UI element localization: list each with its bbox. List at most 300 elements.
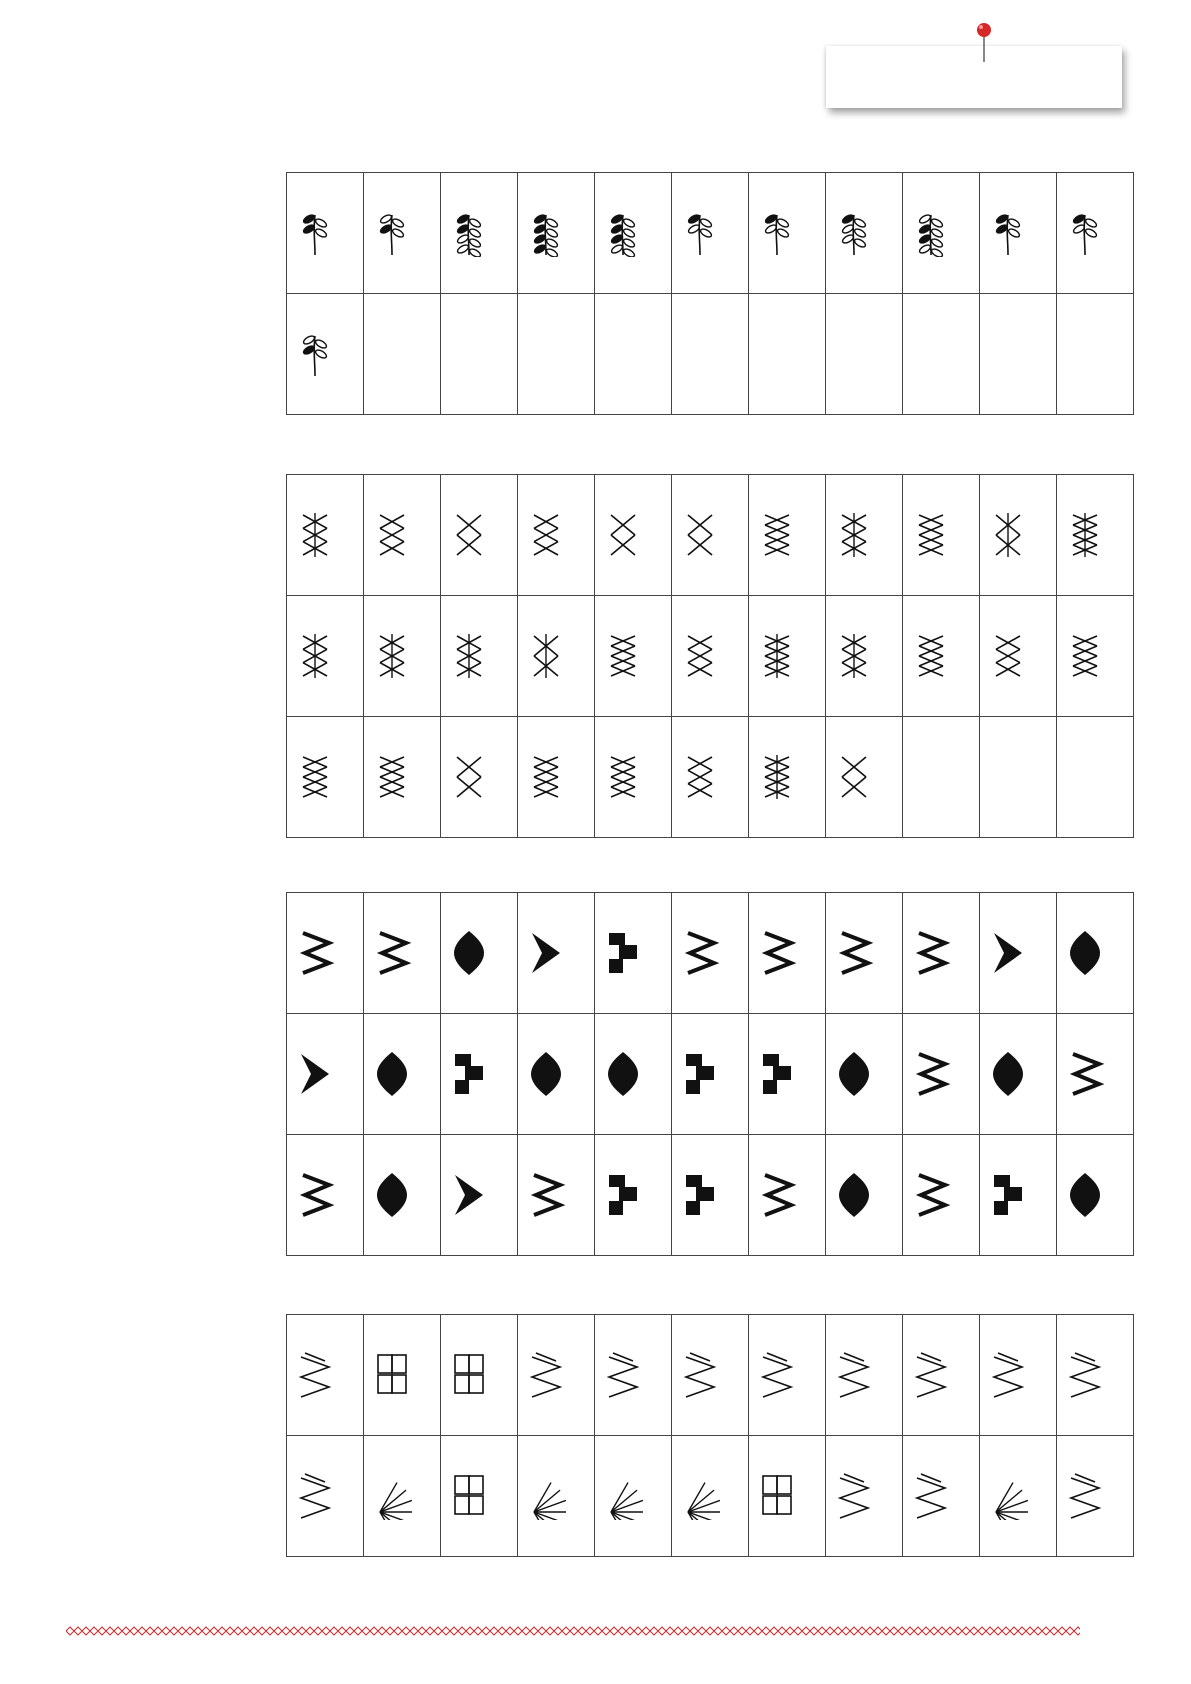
stitch-cell[interactable] [672, 717, 749, 838]
diamond-mark [210, 1627, 218, 1635]
stitch-cell[interactable] [980, 1436, 1057, 1557]
diamond-mark [1074, 1627, 1080, 1635]
floral-stitches-table [286, 172, 1134, 415]
stitch-cell[interactable] [364, 596, 441, 717]
diamond-mark [778, 1627, 786, 1635]
diamond-mark [690, 1627, 698, 1635]
diamond-mark [186, 1627, 194, 1635]
empty-cell [518, 294, 595, 415]
diamond-mark [874, 1627, 882, 1635]
stitch-cell[interactable] [1057, 1315, 1134, 1436]
meander-icon [449, 1171, 489, 1219]
empty-cell [903, 294, 980, 415]
empty-cell [826, 294, 903, 415]
stitch-cell[interactable] [595, 1315, 672, 1436]
diamond-mark [130, 1627, 138, 1635]
diamond-mark [482, 1627, 490, 1635]
diamond-mark [138, 1627, 146, 1635]
stitch-cell[interactable] [287, 173, 364, 294]
stitch-cell[interactable] [826, 717, 903, 838]
stitch-cell[interactable] [749, 1436, 826, 1557]
stitch-cell[interactable] [903, 173, 980, 294]
stitch-cell[interactable] [826, 1135, 903, 1256]
cross-curve-icon [988, 632, 1028, 680]
diamond-mark [306, 1627, 314, 1635]
diamond-mark [994, 1627, 1002, 1635]
diamond-mark [322, 1627, 330, 1635]
stitch-cell[interactable] [980, 173, 1057, 294]
flower-icon [911, 929, 951, 977]
diamond-mark [74, 1627, 82, 1635]
double-v-icon [988, 1351, 1028, 1399]
diamond-mark [882, 1627, 890, 1635]
stitch-cell[interactable] [903, 1135, 980, 1256]
diamond-mark [586, 1627, 594, 1635]
stitch-cell[interactable] [518, 1014, 595, 1135]
diamond-mark [226, 1627, 234, 1635]
stitch-cell[interactable] [903, 893, 980, 1014]
zigzag-cross-icon [757, 753, 797, 801]
diamond-mark [818, 1627, 826, 1635]
stitch-cell[interactable] [1057, 596, 1134, 717]
diamond-mark [466, 1627, 474, 1635]
diamond-mark [202, 1627, 210, 1635]
stitch-cell[interactable] [364, 717, 441, 838]
stitch-cell[interactable] [441, 1315, 518, 1436]
greek-key-icon [295, 1472, 335, 1520]
stitch-row [287, 294, 1134, 415]
triangles-icon [295, 929, 335, 977]
diamond-mark [522, 1627, 530, 1635]
stitch-cell[interactable] [1057, 1135, 1134, 1256]
diamond-mark [682, 1627, 690, 1635]
stitch-cell[interactable] [749, 893, 826, 1014]
empty-cell [903, 717, 980, 838]
meander-outline-icon [372, 1472, 412, 1520]
slim-wave-icon [1065, 1171, 1105, 1219]
diamond-mark [858, 1627, 866, 1635]
stitch-cell[interactable] [518, 1436, 595, 1557]
diamond-mark [146, 1627, 154, 1635]
rect-lattice-icon [834, 1171, 874, 1219]
star-arrow-icon [603, 1171, 643, 1219]
diamond-mark [842, 1627, 850, 1635]
arrow-lattice-icon [372, 753, 412, 801]
diamond-mark [218, 1627, 226, 1635]
stitch-cell[interactable] [903, 596, 980, 717]
stitch-row [287, 596, 1134, 717]
stitch-cell[interactable] [749, 1315, 826, 1436]
diamond-mark [562, 1627, 570, 1635]
diamond-mark [282, 1627, 290, 1635]
diamond-mark [754, 1627, 762, 1635]
diamond-mark [298, 1627, 306, 1635]
stitch-cell[interactable] [1057, 475, 1134, 596]
stitch-cell[interactable] [441, 173, 518, 294]
v-chevron-icon [295, 1050, 335, 1098]
stitch-cell[interactable] [903, 1315, 980, 1436]
leaf-fat-icon [988, 1171, 1028, 1219]
stitch-cell[interactable] [441, 1135, 518, 1256]
stitch-cell[interactable] [595, 717, 672, 838]
empty-cell [980, 294, 1057, 415]
spiral-flower-icon [603, 209, 643, 257]
crescent-icon [372, 1050, 412, 1098]
diamond-mark [194, 1627, 202, 1635]
diamond-mark [650, 1627, 658, 1635]
diamond-mark [90, 1627, 98, 1635]
diamond-mark [642, 1627, 650, 1635]
diamond-mark [802, 1627, 810, 1635]
empty-cell [595, 294, 672, 415]
oval-chain-icon [911, 511, 951, 559]
stitch-cell[interactable] [903, 1436, 980, 1557]
stitch-cell[interactable] [364, 1315, 441, 1436]
chevron-wide-icon [988, 1050, 1028, 1098]
stitch-cell[interactable] [287, 1014, 364, 1135]
empty-cell [1057, 717, 1134, 838]
wave-icon [1065, 929, 1105, 977]
diamond-mark [746, 1627, 754, 1635]
crescent-thin-icon [372, 1171, 412, 1219]
stitch-cell[interactable] [518, 596, 595, 717]
facet-icon [911, 1351, 951, 1399]
diamond-mark [698, 1627, 706, 1635]
empty-cell [749, 294, 826, 415]
diamond-mark [370, 1627, 378, 1635]
stitch-cell[interactable] [518, 475, 595, 596]
comb-icon [526, 1050, 566, 1098]
diamond-mark [554, 1627, 562, 1635]
cross-dot-icon [372, 511, 412, 559]
empty-cell [672, 294, 749, 415]
stitch-cell[interactable] [749, 1135, 826, 1256]
stitch-cell[interactable] [364, 475, 441, 596]
stitch-cell[interactable] [672, 1315, 749, 1436]
stitch-cell[interactable] [672, 893, 749, 1014]
stitch-cell[interactable] [364, 893, 441, 1014]
stitch-cell[interactable] [826, 173, 903, 294]
checker-icon [449, 929, 489, 977]
stitch-cell[interactable] [980, 1135, 1057, 1256]
stitch-cell[interactable] [826, 893, 903, 1014]
cross-zig-icon [295, 632, 335, 680]
diamond-mark [770, 1627, 778, 1635]
diamond-mark [330, 1627, 338, 1635]
stitch-cell[interactable] [595, 1436, 672, 1557]
stitch-cell[interactable] [287, 717, 364, 838]
lattice-star-icon [526, 1351, 566, 1399]
diamond-mark [962, 1627, 970, 1635]
cross-tower-icon [680, 753, 720, 801]
arrow-right-icon [526, 929, 566, 977]
stitch-cell[interactable] [518, 173, 595, 294]
diamond-mark [618, 1627, 626, 1635]
diamond-mark [914, 1627, 922, 1635]
diamond-mark [1026, 1627, 1034, 1635]
diamond-mark [706, 1627, 714, 1635]
stitch-row [287, 1135, 1134, 1256]
stars-icon [603, 1351, 643, 1399]
stitch-cell[interactable] [749, 1014, 826, 1135]
snowflake-icon [295, 753, 335, 801]
diamond-mark [762, 1627, 770, 1635]
arrow-outline-icon [603, 1472, 643, 1520]
half-moon-icon [1065, 1050, 1105, 1098]
stitch-cell[interactable] [364, 173, 441, 294]
y-cross-icon [603, 632, 643, 680]
stitch-cell[interactable] [903, 475, 980, 596]
heart-chevron-icon [988, 929, 1028, 977]
diamond-mark [970, 1627, 978, 1635]
cross-stack-icon [295, 511, 335, 559]
stitch-row [287, 893, 1134, 1014]
stitch-cell[interactable] [595, 1014, 672, 1135]
arrow-cross-icon [603, 511, 643, 559]
four-petal-icon [449, 209, 489, 257]
ray-fan-icon [834, 1472, 874, 1520]
diamond-mark [98, 1627, 106, 1635]
diamond-mark [378, 1627, 386, 1635]
stitch-cell[interactable] [672, 475, 749, 596]
tree-icon [372, 1351, 412, 1399]
diamond-mark [354, 1627, 362, 1635]
stitch-row [287, 475, 1134, 596]
cross-pair-alt-icon [834, 632, 874, 680]
diamond-mark [386, 1627, 394, 1635]
stitch-row [287, 717, 1134, 838]
diamond-mark [250, 1627, 258, 1635]
stitch-cell[interactable] [287, 1135, 364, 1256]
diamond-mark [714, 1627, 722, 1635]
stitch-cell[interactable] [518, 717, 595, 838]
diamond-mark [1042, 1627, 1050, 1635]
oval-ring-icon [680, 1351, 720, 1399]
diamond-mark [1034, 1627, 1042, 1635]
stitch-cell[interactable] [364, 1014, 441, 1135]
y-lattice-icon [603, 753, 643, 801]
diamond-mark [946, 1627, 954, 1635]
empty-cell [980, 717, 1057, 838]
stitch-cell[interactable] [287, 294, 364, 415]
star-cross-icon [834, 511, 874, 559]
diamond-mark [610, 1627, 618, 1635]
empty-cell [364, 294, 441, 415]
diamond-mark [242, 1627, 250, 1635]
stitch-cell[interactable] [364, 1436, 441, 1557]
stitch-cell[interactable] [980, 596, 1057, 717]
stitch-cell[interactable] [287, 1436, 364, 1557]
fishbone-icon [449, 1351, 489, 1399]
diamond-mark [866, 1627, 874, 1635]
tent-icon [295, 1171, 335, 1219]
diamond-mark [1058, 1627, 1066, 1635]
stitch-cell[interactable] [441, 1436, 518, 1557]
diamond-mark [1066, 1627, 1074, 1635]
satin-stitches-table [286, 892, 1134, 1256]
stitch-cell[interactable] [595, 596, 672, 717]
stitch-cell[interactable] [595, 893, 672, 1014]
diamond-mark [834, 1627, 842, 1635]
diamond-mark [170, 1627, 178, 1635]
diamond-mark [266, 1627, 274, 1635]
diamond-mark [922, 1627, 930, 1635]
diamond-mark [850, 1627, 858, 1635]
stitch-cell[interactable] [749, 475, 826, 596]
stitch-row [287, 173, 1134, 294]
diamond-mark [114, 1627, 122, 1635]
stitch-cell[interactable] [980, 893, 1057, 1014]
stitch-cell[interactable] [1057, 1014, 1134, 1135]
cross-star-icon [449, 632, 489, 680]
diamond-mark [122, 1627, 130, 1635]
diamond-mark [274, 1627, 282, 1635]
stitch-cell[interactable] [518, 1315, 595, 1436]
stitch-cell[interactable] [1057, 1436, 1134, 1557]
diamond-mark [898, 1627, 906, 1635]
diamond-mark [674, 1627, 682, 1635]
oval-ribs-icon [911, 1171, 951, 1219]
tulip-icon [372, 209, 412, 257]
zigzag-burst-icon [911, 1472, 951, 1520]
stitch-cell[interactable] [441, 717, 518, 838]
stitch-cell[interactable] [826, 475, 903, 596]
diamond-mark [634, 1627, 642, 1635]
bare-branch-icon [680, 209, 720, 257]
step-outline-icon [834, 1050, 874, 1098]
diamond-mark [458, 1627, 466, 1635]
stitch-cell[interactable] [826, 1315, 903, 1436]
stitch-cell[interactable] [672, 596, 749, 717]
diamond-mark [730, 1627, 738, 1635]
stitch-cell[interactable] [441, 893, 518, 1014]
stitch-cell[interactable] [980, 475, 1057, 596]
diamond-mark [530, 1627, 538, 1635]
diamond-mark [826, 1627, 834, 1635]
diamond-mark [66, 1627, 74, 1635]
stitch-cell[interactable] [672, 1135, 749, 1256]
stitch-cell[interactable] [287, 475, 364, 596]
diamond-mark [1002, 1627, 1010, 1635]
empty-cell [1057, 294, 1134, 415]
curved-leaf-icon [680, 1050, 720, 1098]
diamond-mark [570, 1627, 578, 1635]
diamond-mark [810, 1627, 818, 1635]
stitch-cell[interactable] [287, 893, 364, 1014]
stitch-cell[interactable] [518, 1135, 595, 1256]
stitch-cell[interactable] [749, 717, 826, 838]
diamond-tree-icon [988, 511, 1028, 559]
stitch-cell[interactable] [441, 596, 518, 717]
fan-burst-icon [680, 1472, 720, 1520]
stitch-cell[interactable] [826, 1014, 903, 1135]
diamond-mark [106, 1627, 114, 1635]
slash-icon [1065, 1351, 1105, 1399]
cross-corner-icon [1065, 632, 1105, 680]
four-petal-alt-icon [526, 209, 566, 257]
diamond-mark [314, 1627, 322, 1635]
diamond-chain-icon [526, 753, 566, 801]
step-filled-icon [911, 1050, 951, 1098]
empty-cell [441, 294, 518, 415]
stitch-cell[interactable] [980, 1014, 1057, 1135]
diamond-mark [82, 1627, 90, 1635]
diamond-border-decoration [66, 1624, 1080, 1638]
diamond-mark [514, 1627, 522, 1635]
diamond-mark [162, 1627, 170, 1635]
cross-cluster-icon [372, 632, 412, 680]
stitch-cell[interactable] [980, 1315, 1057, 1436]
stitch-cell[interactable] [518, 893, 595, 1014]
diamond-mark [666, 1627, 674, 1635]
stitch-cell[interactable] [1057, 893, 1134, 1014]
stitch-cell[interactable] [672, 1436, 749, 1557]
stitch-row [287, 1315, 1134, 1436]
stitch-cell[interactable] [672, 1014, 749, 1135]
stitch-cell[interactable] [749, 173, 826, 294]
diamond-mark [594, 1627, 602, 1635]
diamond-mark [410, 1627, 418, 1635]
stitch-cell[interactable] [903, 1014, 980, 1135]
diamond-mark [434, 1627, 442, 1635]
blocks-icon [834, 1351, 874, 1399]
stitch-cell[interactable] [441, 475, 518, 596]
sprig-icon [295, 209, 335, 257]
diamond-mark [906, 1627, 914, 1635]
diamond-mark [346, 1627, 354, 1635]
pushpin-icon [964, 18, 1004, 68]
diamond-mark [658, 1627, 666, 1635]
stitch-cell[interactable] [595, 1135, 672, 1256]
diamond-mark [794, 1627, 802, 1635]
diamond-mark [442, 1627, 450, 1635]
stitch-cell[interactable] [595, 475, 672, 596]
stitch-cell[interactable] [364, 1135, 441, 1256]
cross-step-icon [526, 632, 566, 680]
leaf-branch-icon [834, 209, 874, 257]
butterfly-flower-icon [757, 209, 797, 257]
lightning-icon [449, 1050, 489, 1098]
stitch-cell[interactable] [749, 596, 826, 717]
diamond-mark [418, 1627, 426, 1635]
stitch-cell[interactable] [287, 596, 364, 717]
cross-grid-icon [1065, 511, 1105, 559]
lotus-icon [988, 209, 1028, 257]
diamond-mark [546, 1627, 554, 1635]
diamond-mark [1050, 1627, 1058, 1635]
stitch-cell[interactable] [595, 173, 672, 294]
stitch-cell[interactable] [287, 1315, 364, 1436]
stitch-cell[interactable] [826, 1436, 903, 1557]
stitch-cell[interactable] [672, 173, 749, 294]
wave-band-icon [1065, 1472, 1105, 1520]
diamond-mark [578, 1627, 586, 1635]
cross-chevron-icon [680, 632, 720, 680]
fan-icon [834, 929, 874, 977]
stitch-cell[interactable] [441, 1014, 518, 1135]
diamond-mark [178, 1627, 186, 1635]
diamond-mark [722, 1627, 730, 1635]
diamond-mark [490, 1627, 498, 1635]
fan-arrow-icon [757, 1171, 797, 1219]
stitch-cell[interactable] [1057, 173, 1134, 294]
bud-icon [1065, 209, 1105, 257]
diamond-mark [930, 1627, 938, 1635]
diamond-mark [290, 1627, 298, 1635]
diamond-mark [154, 1627, 162, 1635]
stitch-cell[interactable] [826, 596, 903, 717]
cross-stitches-table [286, 474, 1134, 838]
